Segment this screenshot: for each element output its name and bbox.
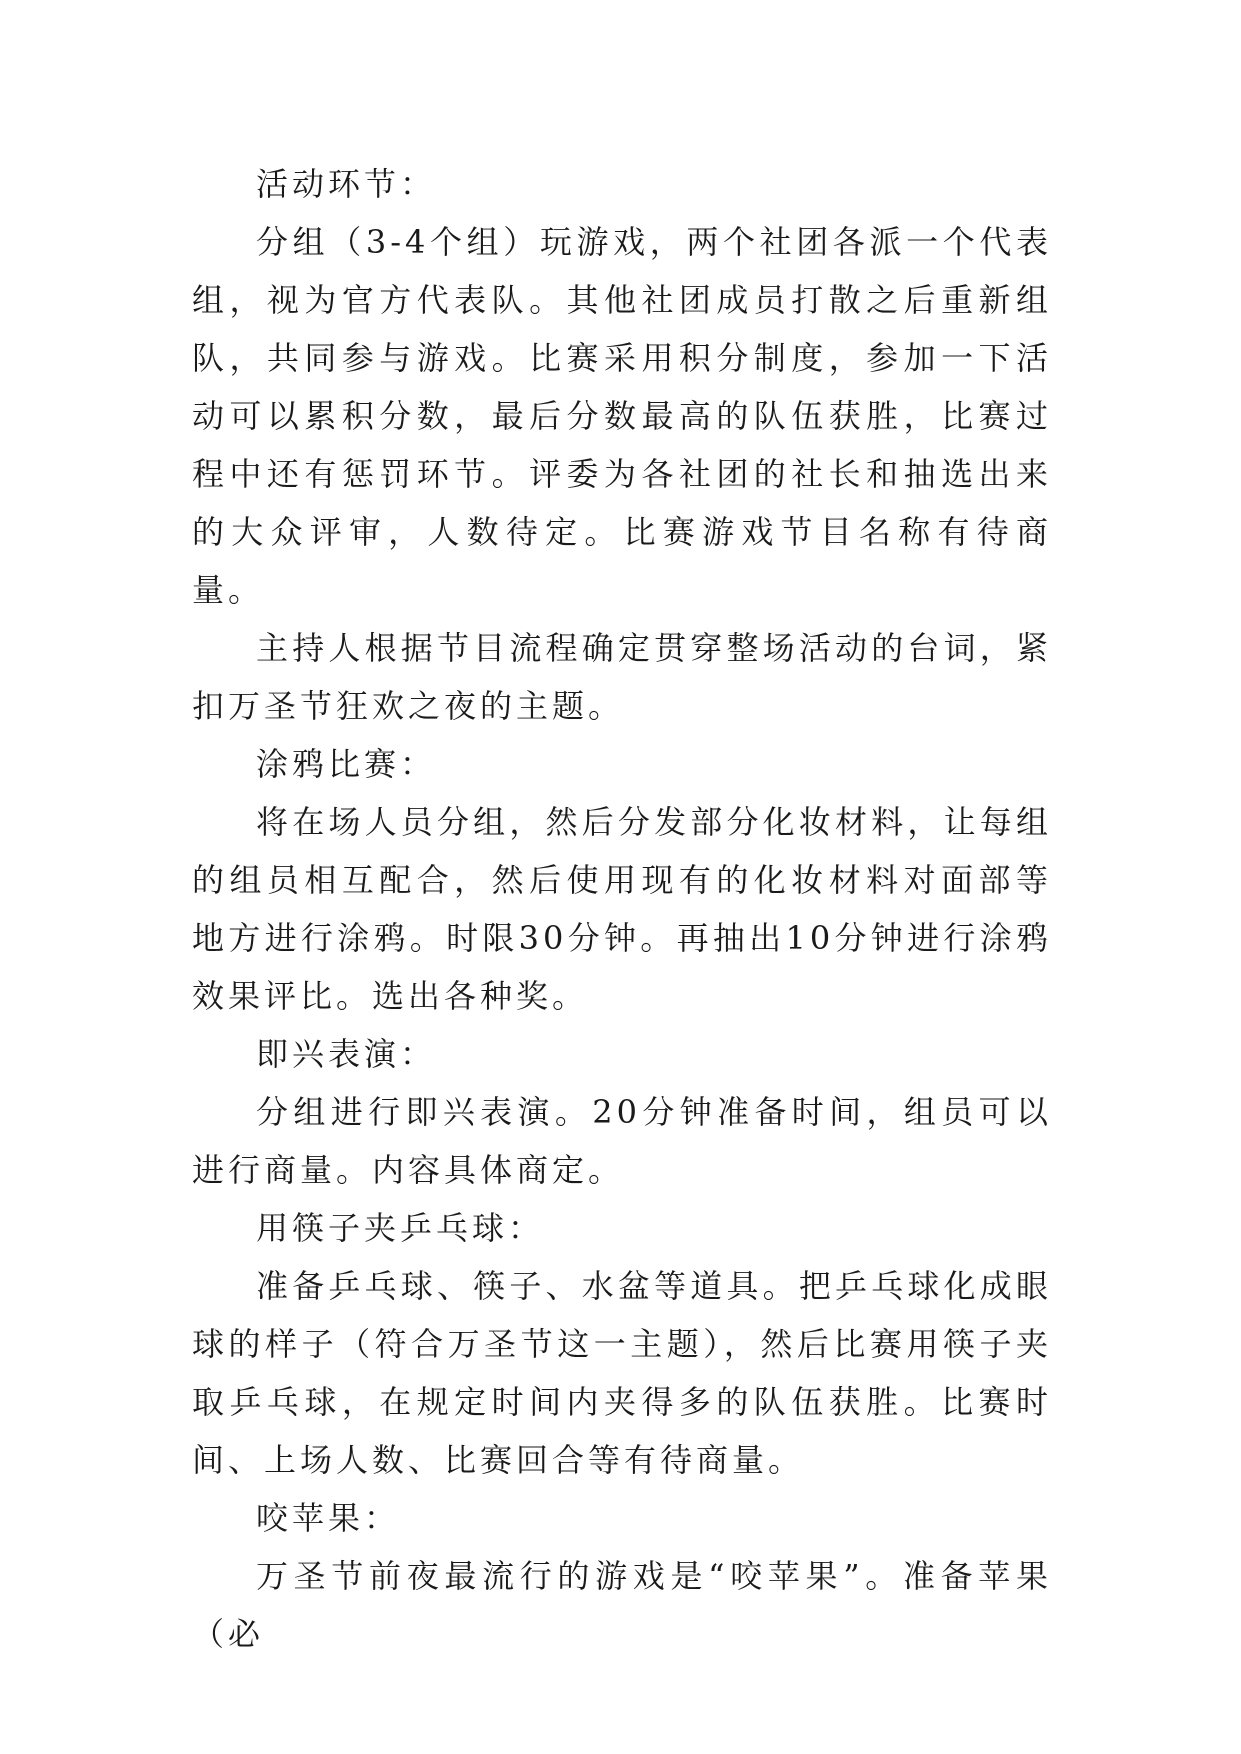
paragraph-chopsticks-description: 准备乒乓球、筷子、水盆等道具。把乒乓球化成眼球的样子（符合万圣节这一主题），然后比赛用筷子夹取乒乓球，在规定时间内夹得多的队伍获胜。比赛时间、上场人数、比赛回合等有待商量。 bbox=[192, 1267, 1052, 1479]
section-heading-chopsticks: 用筷子夹乒乓球： bbox=[256, 1209, 545, 1247]
paragraph-activities-description: 分组（3-4个组）玩游戏，两个社团各派一个代表组，视为官方代表队。其他社团成员打散之后重新组队，共同参与游戏。比赛采用积分制度，参加一下活动可以累积分数，最后分数最高的队伍获胜，比赛过程中还有惩罚环节。评委为各社团的社长和抽选出来的大众评审，人数待定。比赛游戏节目名称有待商量。 bbox=[192, 223, 1052, 609]
section-heading-activities: 活动环节： bbox=[256, 165, 437, 203]
section-heading-apple: 咬苹果： bbox=[256, 1499, 401, 1537]
section-heading-improv: 即兴表演： bbox=[256, 1035, 437, 1073]
paragraph-host-script: 主持人根据节目流程确定贯穿整场活动的台词，紧扣万圣节狂欢之夜的主题。 bbox=[192, 629, 1052, 725]
document-body bbox=[192, 155, 1052, 1663]
paragraph-improv-description: 分组进行即兴表演。20分钟准备时间，组员可以进行商量。内容具体商定。 bbox=[192, 1093, 1052, 1189]
section-heading-graffiti: 涂鸦比赛： bbox=[256, 745, 437, 783]
paragraph-graffiti-description: 将在场人员分组，然后分发部分化妆材料，让每组的组员相互配合，然后使用现有的化妆材料对面部等地方进行涂鸦。时限30分钟。再抽出10分钟进行涂鸦效果评比。选出各种奖。 bbox=[192, 803, 1052, 1015]
paragraph-apple-description: 万圣节前夜最流行的游戏是“咬苹果”。准备苹果（必 bbox=[192, 1557, 1052, 1653]
